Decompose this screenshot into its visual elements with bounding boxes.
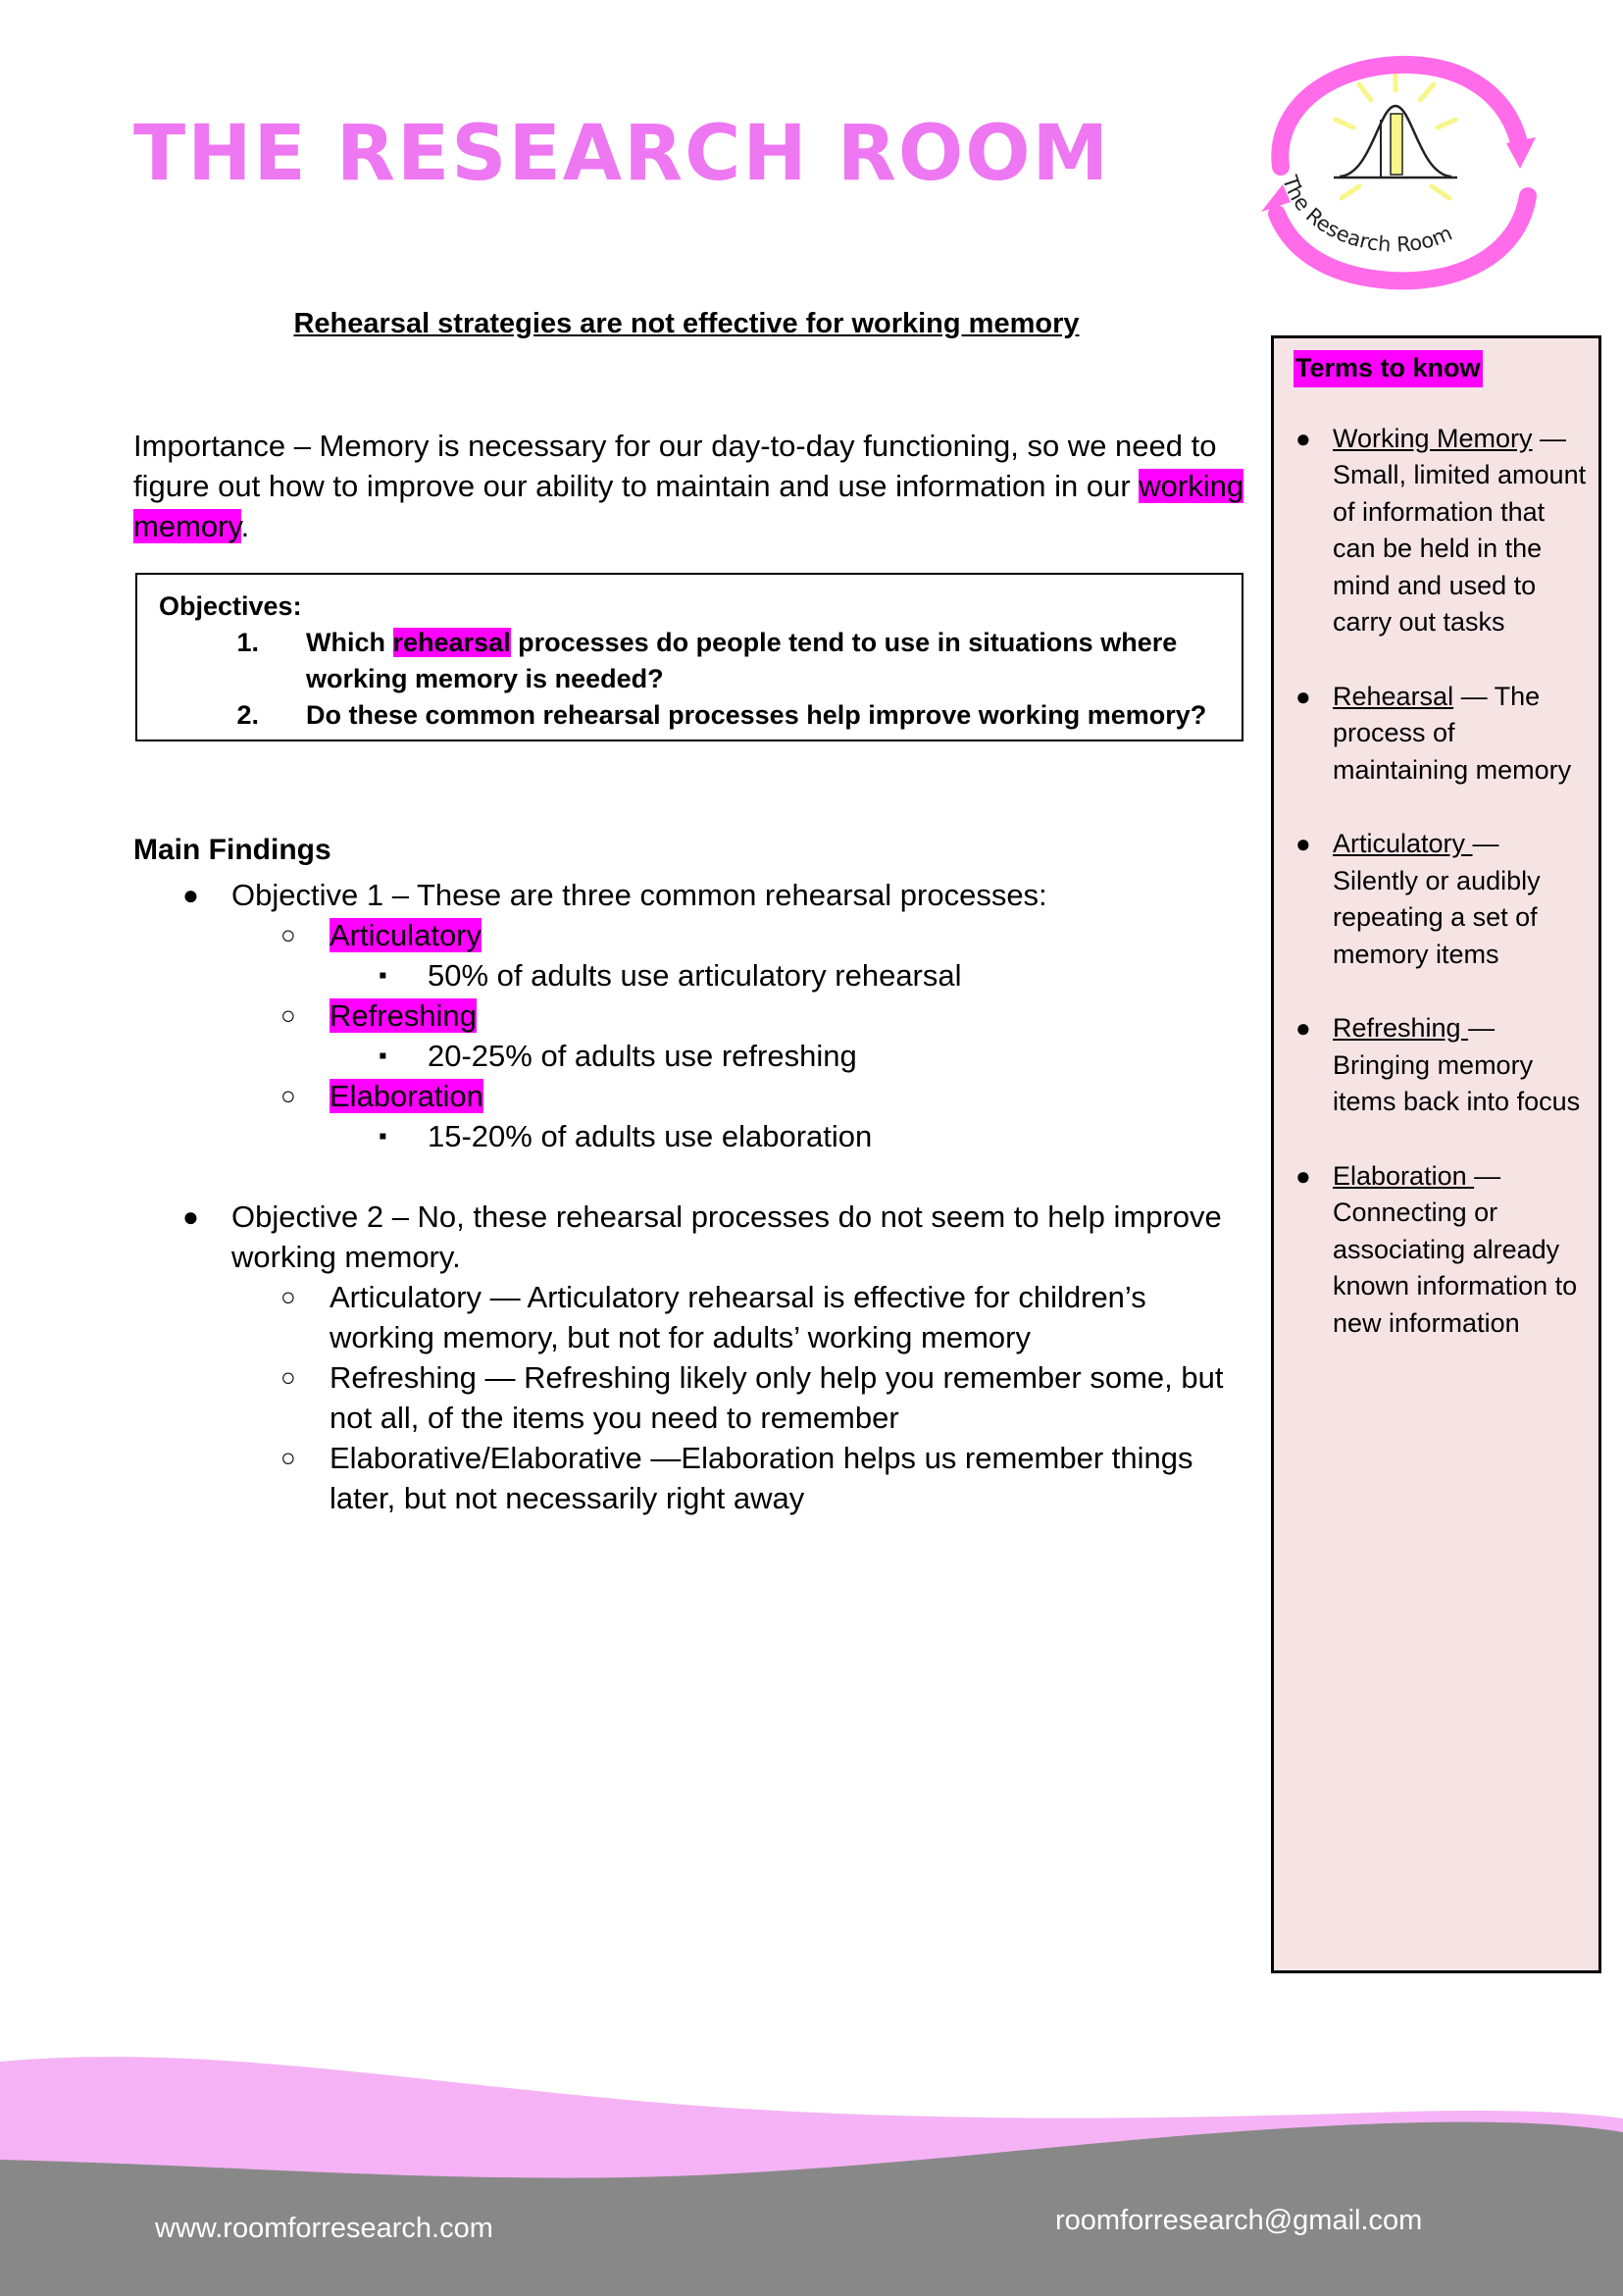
- term-definition: — Small, limited amount of information that can be held in the mind and used to carry out tasks: [1333, 423, 1587, 637]
- page-footer: [0, 2050, 1623, 2296]
- finding-item: [231, 1277, 1242, 1357]
- terms-list: [1293, 421, 1589, 1343]
- process-label: Refreshing: [330, 998, 477, 1033]
- terms-heading: Terms to know: [1293, 350, 1483, 387]
- circle-bullet-icon: ○: [280, 1282, 296, 1311]
- bullet-icon: ●: [1295, 829, 1311, 858]
- process-stat-text: 15-20% of adults use elaboration: [428, 1119, 873, 1153]
- process-item: [231, 995, 1242, 1076]
- bullet-icon: ●: [1295, 423, 1311, 453]
- objectives-box: [135, 573, 1243, 741]
- research-room-logo: [1243, 49, 1547, 294]
- finding-text: Refreshing — Refreshing likely only help you remember some, but not all, of the items you need to remember: [330, 1360, 1224, 1435]
- main-findings-list: [133, 875, 1242, 1518]
- importance-text: Importance – Memory is necessary for our day-to-day functioning, so we need to figure out how to improve our ability to maintain and use information in our: [133, 429, 1217, 503]
- square-bullet-icon: ▪: [379, 962, 387, 989]
- circle-bullet-icon: ○: [280, 920, 296, 949]
- objectives-heading: Objectives:: [159, 591, 302, 621]
- logo-text: The Research Room: [1278, 173, 1456, 257]
- term-item: [1293, 421, 1589, 641]
- circle-bullet-icon: ○: [280, 1081, 296, 1110]
- term-definition: — Silently or audibly repeating a set of memory items: [1333, 829, 1541, 969]
- objective-2-text: Objective 2 – No, these rehearsal processes do not seem to help improve working memory.: [231, 1199, 1222, 1274]
- term-name: Working Memory: [1333, 423, 1533, 453]
- bullet-icon: ●: [1295, 1013, 1311, 1043]
- terms-sidebar: [1271, 335, 1601, 1973]
- email-link[interactable]: roomforresearch@gmail.com: [1055, 2205, 1423, 2236]
- brand-title: THE RESEARCH ROOM: [133, 110, 1111, 198]
- website-link[interactable]: www.roomforresearch.com: [155, 2213, 493, 2244]
- objective-number: 2.: [236, 700, 259, 730]
- process-stat: [330, 1036, 1242, 1076]
- footer-wave: [0, 2050, 1623, 2296]
- term-name: Rehearsal: [1333, 681, 1454, 711]
- finding-item: [231, 1438, 1242, 1518]
- process-stat-text: 50% of adults use articulatory rehearsal: [428, 958, 962, 993]
- bullet-icon: ●: [1295, 681, 1311, 711]
- main-findings-heading: Main Findings: [133, 834, 331, 866]
- finding-text: Elaborative/Elaborative —Elaboration helps us remember things later, but not necessarily right away: [330, 1441, 1193, 1515]
- term-item: [1293, 1010, 1589, 1121]
- term-definition: — Connecting or associating already known information to new information: [1333, 1160, 1578, 1338]
- article-title: Rehearsal strategies are not effective for working memory: [293, 308, 1080, 339]
- objective-highlight: rehearsal: [392, 628, 511, 657]
- finding-objective-1: [133, 875, 1242, 1156]
- finding-text: Articulatory — Articulatory rehearsal is effective for children’s working memory, but not for adults’ working memory: [330, 1280, 1146, 1354]
- term-item: [1293, 826, 1589, 973]
- process-item: [231, 915, 1242, 995]
- term-name: Refreshing: [1333, 1013, 1469, 1043]
- square-bullet-icon: ▪: [379, 1043, 387, 1069]
- importance-paragraph: [133, 426, 1251, 546]
- term-name: Elaboration: [1333, 1160, 1475, 1191]
- process-label: Elaboration: [330, 1079, 483, 1113]
- process-item: [231, 1076, 1242, 1156]
- circle-bullet-icon: ○: [280, 1443, 296, 1472]
- term-item: [1293, 1158, 1589, 1343]
- objective-text-end: processes do people tend to use in situations where working memory is needed?: [306, 628, 1178, 693]
- finding-objective-2: [133, 1197, 1242, 1518]
- objective-item: [208, 625, 1220, 697]
- process-label: Articulatory: [330, 918, 482, 952]
- term-item: [1293, 679, 1589, 790]
- objective-number: 1.: [236, 628, 259, 657]
- process-stat: [330, 955, 1242, 995]
- circle-bullet-icon: ○: [280, 1000, 296, 1030]
- square-bullet-icon: ▪: [379, 1123, 387, 1149]
- term-definition: — The process of maintaining memory: [1333, 681, 1572, 785]
- circle-bullet-icon: ○: [280, 1362, 296, 1392]
- process-stat-text: 20-25% of adults use refreshing: [428, 1039, 857, 1073]
- process-stat: [330, 1116, 1242, 1156]
- objective-item: [208, 697, 1220, 734]
- importance-end: .: [240, 509, 250, 543]
- term-name: Articulatory: [1333, 829, 1473, 858]
- term-definition: — Bringing memory items back into focus: [1333, 1013, 1581, 1116]
- bullet-icon: ●: [1295, 1160, 1311, 1191]
- bullet-icon: ●: [182, 1201, 199, 1232]
- objective-1-text: Objective 1 – These are three common rehearsal processes:: [231, 878, 1047, 912]
- bullet-icon: ●: [182, 880, 199, 910]
- finding-item: [231, 1357, 1242, 1438]
- importance-highlight: working memory: [133, 469, 1244, 543]
- objective-text: Do these common rehearsal processes help improve working memory?: [306, 700, 1207, 730]
- objective-text: Which: [306, 628, 393, 657]
